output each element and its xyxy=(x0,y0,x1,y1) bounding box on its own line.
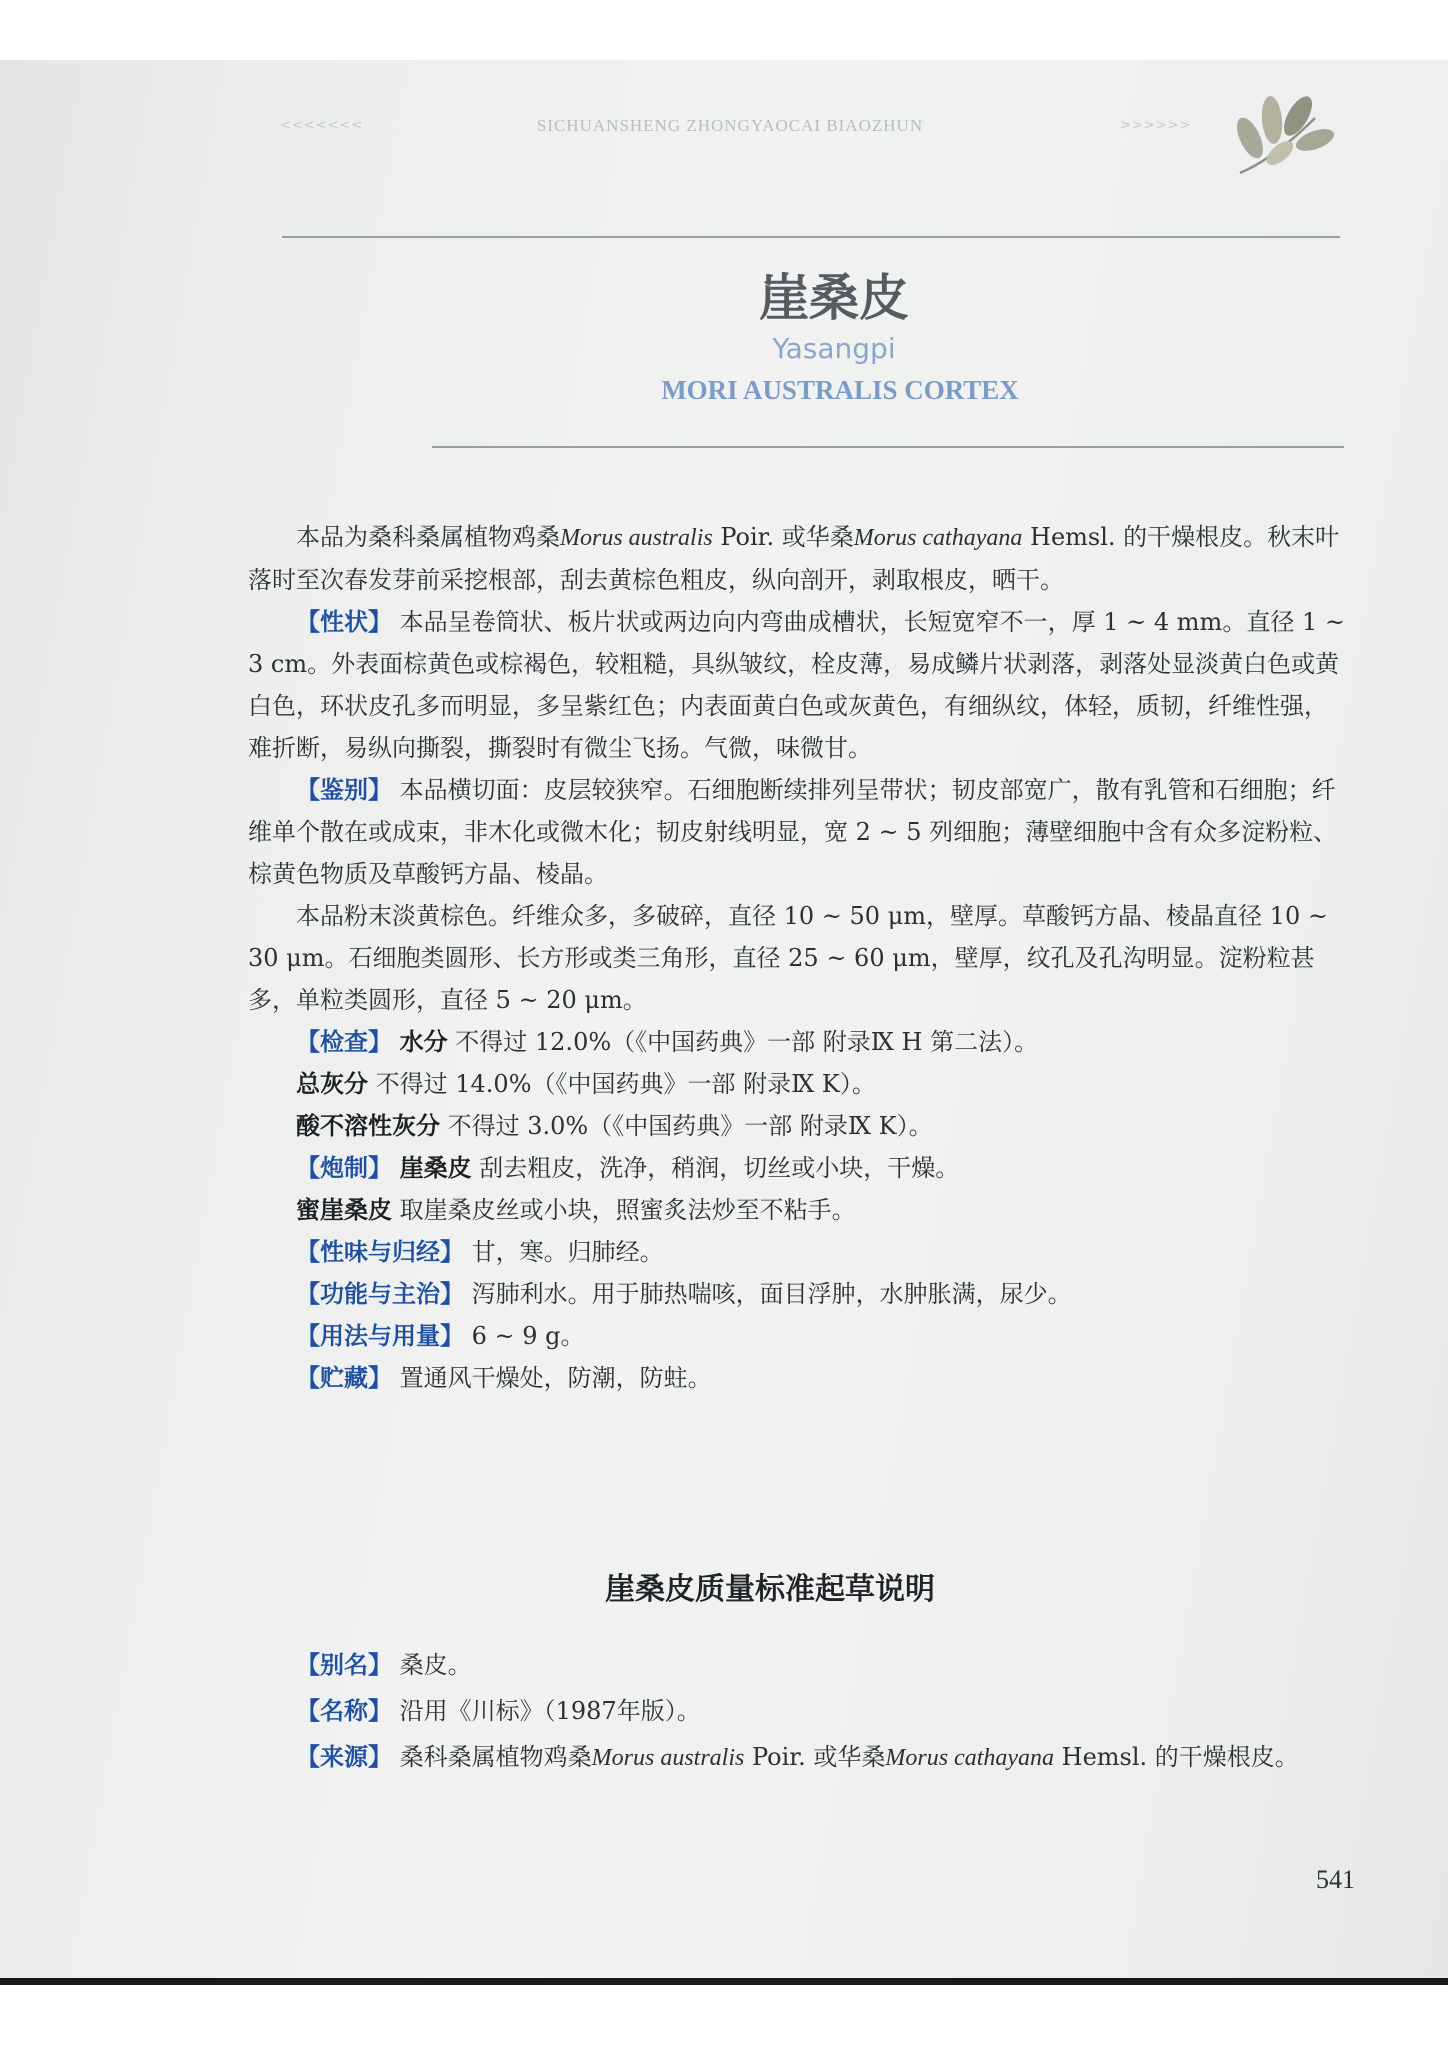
page-shadow-edge xyxy=(0,1978,1448,1985)
scan-margin xyxy=(0,1985,1448,2048)
section-tag-paozhi: 【炮制】 xyxy=(296,1154,392,1182)
section-tag-bieming: 【别名】 xyxy=(296,1651,392,1679)
description-paragraph: 【性状】 本品呈卷筒状、板片状或两边向内弯曲成槽状，长短宽窄不一，厚 1 ~ 4 mm。直径 1 ~ 3 cm。外表面棕黄色或棕褐色，较粗糙，具纵皱纹，栓皮薄，易成鳞片状剥落，剥落处显淡黄白色或黄白色，环状皮孔多而明显，多呈紫红色；内表面黄白色或灰黄色，有细纵纹，体轻，质韧，纤维性强，难折断，易纵向撕裂，撕裂时有微尘飞扬。气微，味微甘。 xyxy=(248,608,1345,762)
inspection-line: 酸不溶性灰分 不得过 3.0%（《中国药典》一部 附录Ⅸ K）。 xyxy=(296,1112,933,1140)
inspection-line: 【检查】 水分 不得过 12.0%（《中国药典》一部 附录Ⅸ H 第二法）。 xyxy=(296,1028,1039,1056)
section-tag-jiancha: 【检查】 xyxy=(296,1028,392,1056)
monograph-latin-name: MORI AUSTRALIS CORTEX xyxy=(661,375,1019,405)
name-line: 【名称】 沿用《川标》（1987年版）。 xyxy=(296,1697,701,1725)
section-tag-gongneng: 【功能与主治】 xyxy=(296,1280,464,1308)
identification-paragraph: 【鉴别】 本品横切面：皮层较狭窄。石细胞断续排列呈带状；韧皮部宽广，散有乳管和石细胞；纤维单个散在或成束，非木化或微木化；韧皮射线明显，宽 2 ~ 5 列细胞；薄壁细胞中含有众多淀粉粒、棕黄色物质及草酸钙方晶、棱晶。 xyxy=(248,776,1338,888)
dosage-line: 【用法与用量】 6 ~ 9 g。 xyxy=(296,1322,585,1350)
property-line: 【性味与归经】 甘，寒。归肺经。 xyxy=(296,1238,664,1266)
title-rule xyxy=(432,446,1344,448)
source-line: 【来源】 桑科桑属植物鸡桑Morus australis Poir. 或华桑Morus cathayana Hemsl. 的干燥根皮。 xyxy=(296,1743,1299,1771)
page-number: 541 xyxy=(1316,1865,1355,1894)
source-paragraph: 本品为桑科桑属植物鸡桑Morus australis Poir. 或华桑Morus cathayana Hemsl. 的干燥根皮。秋末叶落时至次春发芽前采挖根部，刮去黄棕色粗皮，纵向剖开，剥取根皮，晒干。 xyxy=(248,523,1340,594)
monograph-pinyin: Yasangpi xyxy=(772,332,896,365)
latin-species: Morus cathayana xyxy=(853,525,1023,551)
section-tag-zhucang: 【贮藏】 xyxy=(296,1364,392,1392)
alias-line: 【别名】 桑皮。 xyxy=(296,1651,472,1679)
latin-species: Morus cathayana xyxy=(885,1745,1055,1771)
inspection-line: 总灰分 不得过 14.0%（《中国药典》一部 附录Ⅸ K）。 xyxy=(296,1070,876,1098)
section-tag-laiyuan: 【来源】 xyxy=(296,1743,392,1771)
powder-paragraph: 本品粉末淡黄棕色。纤维众多，多破碎，直径 10 ~ 50 μm，壁厚。草酸钙方晶、棱晶直径 10 ~ 30 μm。石细胞类圆形、长方形或类三角形，直径 25 ~ 60 μm，壁厚，纹孔及孔沟明显。淀粉粒甚多，单粒类圆形，直径 5 ~ 20 μm。 xyxy=(248,902,1328,1014)
section-tag-xingwei: 【性味与归经】 xyxy=(296,1238,464,1266)
section-tag-yongfa: 【用法与用量】 xyxy=(296,1322,464,1350)
storage-line: 【贮藏】 置通风干燥处，防潮，防蛀。 xyxy=(296,1364,712,1392)
drafting-notes-heading: 崖桑皮质量标准起草说明 xyxy=(605,1572,935,1607)
header-deco-right: >>>>>> xyxy=(1120,118,1192,133)
section-tag-jianbie: 【鉴别】 xyxy=(296,776,392,804)
drafting-notes-body xyxy=(248,1642,1348,1781)
latin-species: Morus australis xyxy=(560,525,713,551)
processing-line: 【炮制】 崖桑皮 刮去粗皮，洗净，稍润，切丝或小块，干燥。 xyxy=(296,1154,960,1182)
monograph-body xyxy=(248,516,1348,1399)
section-tag-xingzhuang: 【性状】 xyxy=(296,608,392,636)
monograph-title: 崖桑皮 xyxy=(759,268,909,327)
latin-species: Morus australis xyxy=(591,1745,745,1771)
header-deco-left: <<<<<<< xyxy=(280,118,364,133)
running-header: SICHUANSHENG ZHONGYAOCAI BIAOZHUN xyxy=(536,116,924,135)
function-line: 【功能与主治】 泻肺利水。用于肺热喘咳，面目浮肿，水肿胀满，尿少。 xyxy=(296,1280,1072,1308)
leaf-sprig-icon xyxy=(1220,78,1340,188)
processing-line: 蜜崖桑皮 取崖桑皮丝或小块，照蜜炙法炒至不粘手。 xyxy=(296,1196,856,1224)
header-rule xyxy=(282,236,1340,238)
section-tag-mingcheng: 【名称】 xyxy=(296,1697,392,1725)
